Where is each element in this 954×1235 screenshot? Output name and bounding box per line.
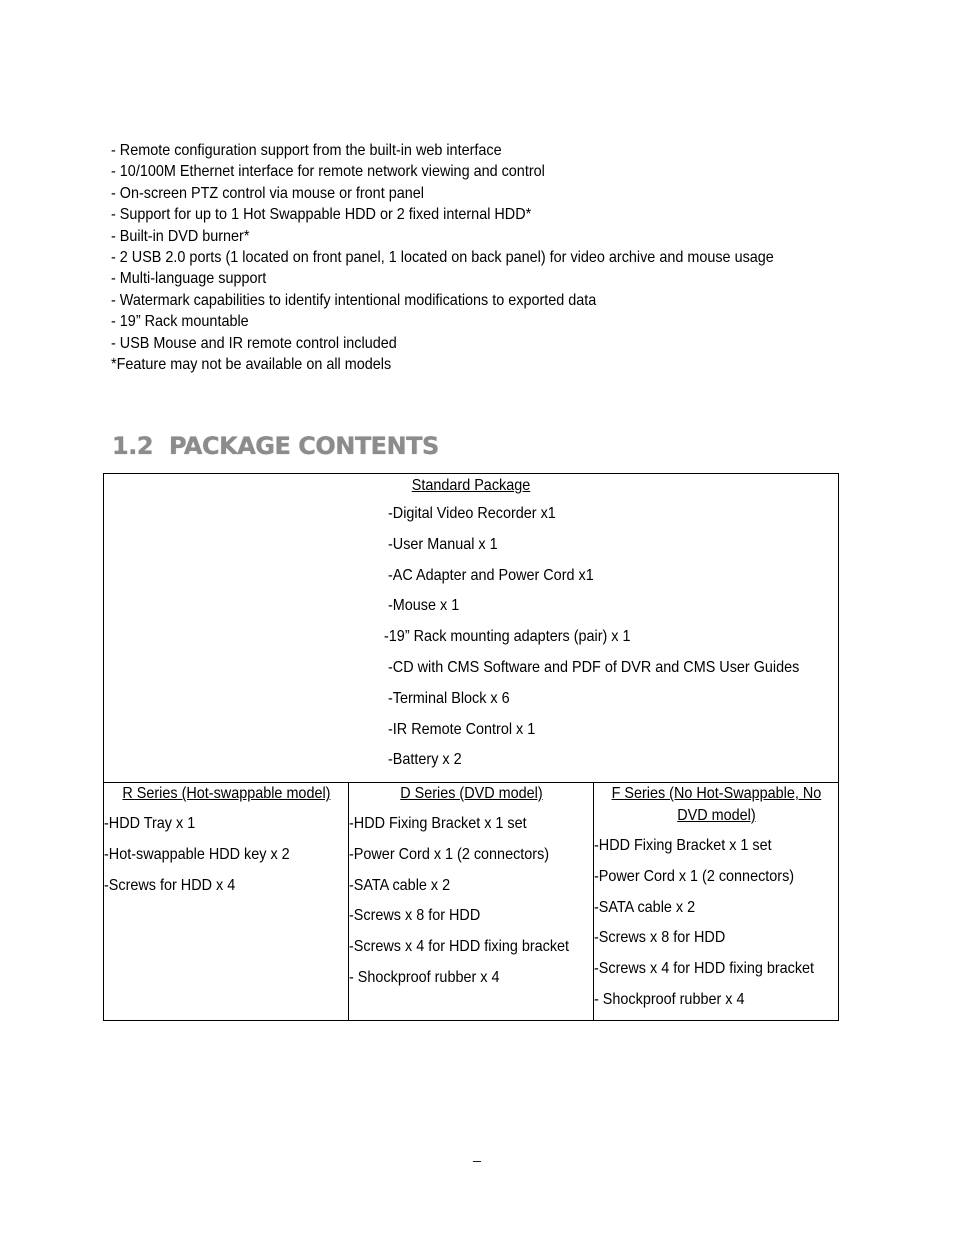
- f-series-title: F Series (No Hot-Swappable, No DVD model): [611, 785, 821, 824]
- list-item: -CD with CMS Software and PDF of DVR and CMS User Guides: [388, 658, 800, 676]
- feature-item: - Built-in DVD burner*: [111, 227, 250, 245]
- feature-item: - Watermark capabilities to identify intentional modifications to exported data: [111, 291, 597, 309]
- feature-list: [111, 140, 795, 375]
- feature-item: - Support for up to 1 Hot Swappable HDD or 2 fixed internal HDD*: [111, 206, 532, 224]
- list-item: -Digital Video Recorder x1: [388, 505, 556, 522]
- r-series-title: R Series (Hot-swappable model): [121, 785, 331, 802]
- list-item: -Terminal Block x 6: [388, 689, 510, 707]
- r-series-cell: [104, 783, 349, 1021]
- list-item: -HDD Fixing Bracket x 1 set: [594, 837, 772, 854]
- list-item: -SATA cable x 2: [594, 898, 696, 916]
- feature-item: - On-screen PTZ control via mouse or front panel: [111, 184, 424, 202]
- list-item: -User Manual x 1: [388, 535, 498, 553]
- f-series-cell: [594, 783, 839, 1021]
- list-item: -Screws x 4 for HDD fixing bracket: [594, 960, 815, 978]
- section-title: PACKAGE CONTENTS: [169, 432, 439, 460]
- standard-package-list: [384, 503, 838, 780]
- section-number: 1.2: [112, 432, 154, 460]
- feature-item: - 10/100M Ethernet interface for remote network viewing and control: [111, 163, 545, 181]
- list-item: -Power Cord x 1 (2 connectors): [594, 867, 795, 885]
- feature-item: - 19” Rack mountable: [111, 313, 249, 331]
- list-item: -Screws x 4 for HDD fixing bracket: [349, 938, 570, 956]
- list-item: -SATA cable x 2: [349, 876, 451, 894]
- list-item: - Shockproof rubber x 4: [349, 968, 500, 986]
- d-series-title: D Series (DVD model): [399, 785, 543, 802]
- section-heading: [112, 432, 439, 460]
- list-item: -HDD Fixing Bracket x 1 set: [349, 815, 527, 832]
- feature-item: - 2 USB 2.0 ports (1 located on front panel, 1 located on back panel) for video archive and mouse usage: [111, 249, 774, 267]
- list-item: -Mouse x 1: [388, 597, 460, 615]
- feature-item: - USB Mouse and IR remote control included: [111, 334, 397, 352]
- standard-package-title: Standard Package: [411, 477, 531, 494]
- list-item: -19” Rack mounting adapters (pair) x 1: [384, 628, 631, 646]
- feature-item: - Remote configuration support from the built-in web interface: [111, 142, 502, 159]
- list-item: -Hot-swappable HDD key x 2: [104, 845, 290, 863]
- page-number: _: [473, 1146, 481, 1162]
- d-series-cell: [349, 783, 594, 1021]
- list-item: -Screws for HDD x 4: [104, 876, 236, 894]
- list-item: - Shockproof rubber x 4: [594, 990, 745, 1008]
- feature-footnote: *Feature may not be available on all models: [111, 356, 392, 374]
- list-item: -AC Adapter and Power Cord x1: [388, 566, 594, 584]
- list-item: -IR Remote Control x 1: [388, 720, 536, 738]
- list-item: -HDD Tray x 1: [104, 815, 196, 832]
- list-item: -Screws x 8 for HDD: [349, 907, 481, 925]
- feature-item: - Multi-language support: [111, 270, 267, 288]
- list-item: -Screws x 8 for HDD: [594, 929, 726, 947]
- list-item: -Power Cord x 1 (2 connectors): [349, 845, 550, 863]
- standard-package-cell: [104, 474, 839, 783]
- list-item: -Battery x 2: [388, 751, 462, 769]
- package-contents-table: [103, 473, 839, 1021]
